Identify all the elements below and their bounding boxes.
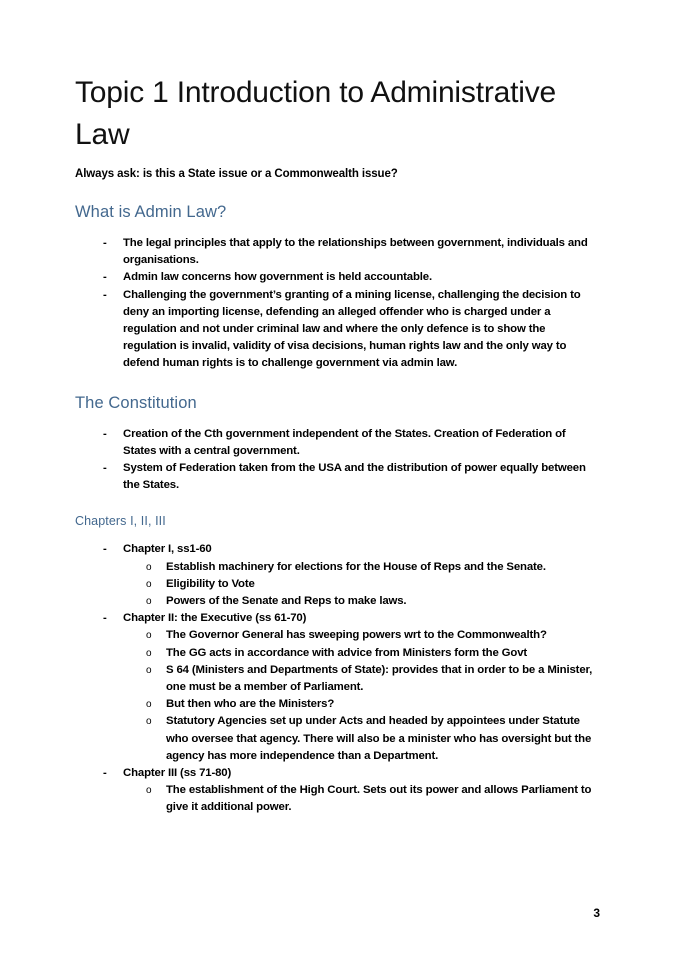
list-item-text: Powers of the Senate and Reps to make laws. [166,595,407,608]
list-item-text: The Governor General has sweeping powers wrt to the Commonwealth? [166,629,547,642]
dash-bullet-icon: - [103,612,107,625]
list-item-text: The establishment of the High Court. Sets out its power and allows Parliament to give it additional power. [166,784,592,814]
sub-bullet-list [123,559,599,611]
list-item-text: Challenging the government’s granting of a mining license, challenging the decision to deny an importing license, defending an alleged offender who is charged under a regulation and not under criminal law and where the only defence is to show the regulation is invalid, validity of visa decisions, human rights law and the only way to defend human rights is to challenge government via admin law. [123,288,581,370]
list-item [75,765,599,817]
page-number: 3 [593,906,600,920]
list-item [123,627,599,644]
list-item-text: Admin law concerns how government is held accountable. [123,271,433,284]
document-subtitle: Always ask: is this a State issue or a Commonwealth issue? [75,168,398,180]
dash-bullet-icon: - [103,271,107,284]
circle-bullet-icon: o [146,578,152,590]
circle-bullet-icon: o [146,630,152,642]
list-item-text: But then who are the Ministers? [166,698,335,711]
list-item-text: The GG acts in accordance with advice from Ministers form the Govt [166,646,528,659]
circle-bullet-icon: o [146,664,152,676]
section-heading-the-constitution: The Constitution [75,393,197,412]
circle-bullet-icon: o [146,647,152,659]
circle-bullet-icon: o [146,716,152,728]
list-item [123,576,599,593]
dash-bullet-icon: - [103,288,107,301]
list-item [75,426,599,460]
list-item [123,782,599,816]
list-item [123,645,599,662]
list-item [75,269,599,286]
list-item [123,593,599,610]
list-item [75,460,599,494]
circle-bullet-icon: o [146,596,152,608]
chapter-label: Chapter I, ss1-60 [123,543,212,556]
circle-bullet-icon: o [146,699,152,711]
list-item [123,662,599,696]
list-item [75,235,599,269]
list-item [123,696,599,713]
circle-bullet-icon: o [146,785,152,797]
list-item-text: Eligibility to Vote [166,577,255,590]
list-item [75,541,599,610]
chapter-label: Chapter II: the Executive (ss 61-70) [123,612,307,625]
list-item-text: System of Federation taken from the USA and the distribution of power equally between the States. [123,462,586,492]
list-item-text: The legal principles that apply to the relationships between government, individuals and organisations. [123,237,588,267]
list-item [123,559,599,576]
list-item [75,610,599,765]
circle-bullet-icon: o [146,561,152,573]
bullet-list-chapters [75,541,599,816]
list-item [75,287,599,373]
dash-bullet-icon: - [103,767,107,780]
dash-bullet-icon: - [103,543,107,556]
sub-bullet-list [123,782,599,816]
document-body [75,72,599,817]
list-item-text: Creation of the Cth government independent of the States. Creation of Federation of States with a central government. [123,427,566,457]
subsection-heading-chapters: Chapters I, II, III [75,514,166,529]
bullet-list-admin-law [75,235,599,373]
section-heading-what-is-admin-law: What is Admin Law? [75,203,227,221]
page-title: Topic 1 Introduction to Administrative Law [75,76,556,151]
sub-bullet-list [123,627,599,765]
chapter-label: Chapter III (ss 71-80) [123,767,232,780]
dash-bullet-icon: - [103,237,107,249]
list-item-text: Establish machinery for elections for the House of Reps and the Senate. [166,560,546,573]
list-item [123,713,599,765]
list-item-text: S 64 (Ministers and Departments of State): provides that in order to be a Minister, one must be a member of Parliament. [166,663,593,694]
bullet-list-constitution [75,426,599,495]
dash-bullet-icon: - [103,427,107,440]
list-item-text: Statutory Agencies set up under Acts and headed by appointees under Statute who oversee that agency. There will also be a minister who has oversight but the agency has more independence than a Department. [166,715,592,762]
dash-bullet-icon: - [103,462,107,475]
